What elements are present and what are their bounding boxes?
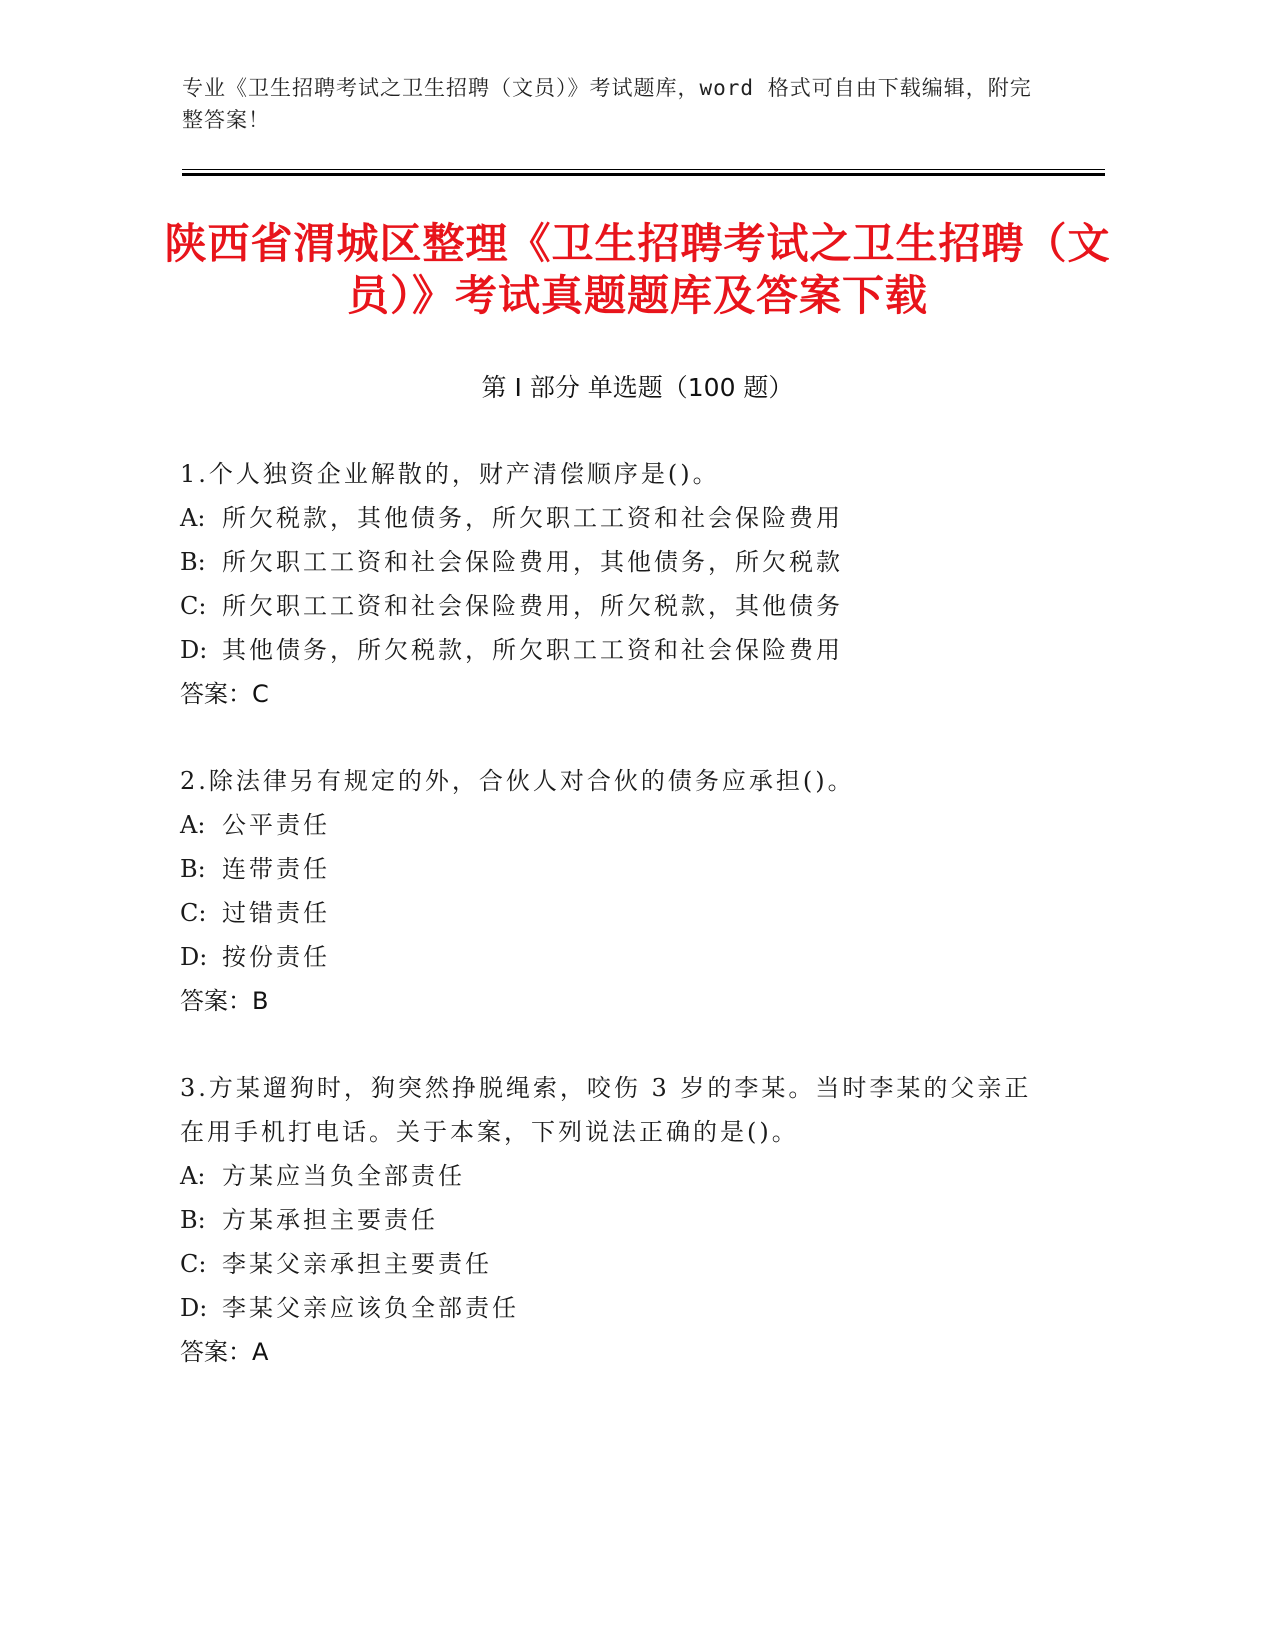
option-letter: B: (180, 1206, 206, 1234)
option-a (180, 803, 1040, 847)
option-letter: C: (180, 899, 207, 927)
option-text: 李某父亲承担主要责任 (222, 1250, 492, 1278)
option-letter: A: (180, 811, 206, 839)
option-letter: D: (180, 636, 208, 664)
question-3 (180, 1066, 1040, 1374)
option-text: 按份责任 (222, 943, 330, 971)
option-text: 公平责任 (222, 811, 330, 839)
option-text: 过错责任 (222, 899, 330, 927)
section-title: 第 I 部分 单选题（100 题） (481, 373, 794, 402)
option-d (180, 935, 1040, 979)
option-letter: C: (180, 592, 207, 620)
option-text: 其他债务，所欠税款，所欠职工工资和社会保险费用 (222, 636, 843, 664)
question-stem: 2.除法律另有规定的外，合伙人对合伙的债务应承担()。 (180, 767, 855, 795)
question-2 (180, 759, 1040, 1023)
option-b (180, 1198, 1040, 1242)
option-d (180, 628, 1040, 672)
option-c (180, 1242, 1040, 1286)
header-divider-thin (182, 169, 1105, 170)
option-d (180, 1286, 1040, 1330)
option-c (180, 584, 1040, 628)
option-letter: D: (180, 943, 208, 971)
header-note: 专业《卫生招聘考试之卫生招聘（文员）》考试题库，word 格式可自由下载编辑，附完整答案！ (182, 76, 1032, 132)
option-letter: B: (180, 548, 206, 576)
option-text: 方某应当负全部责任 (222, 1162, 465, 1190)
option-a (180, 1154, 1040, 1198)
option-c (180, 891, 1040, 935)
question-stem: 1.个人独资企业解散的，财产清偿顺序是()。 (180, 460, 720, 488)
option-letter: D: (180, 1294, 208, 1322)
option-text: 李某父亲应该负全部责任 (222, 1294, 519, 1322)
option-letter: A: (180, 1162, 206, 1190)
option-b (180, 847, 1040, 891)
question-list (180, 452, 1040, 1417)
question-1 (180, 452, 1040, 716)
option-text: 方某承担主要责任 (222, 1206, 438, 1234)
answer: 答案：B (180, 987, 269, 1015)
option-text: 连带责任 (222, 855, 330, 883)
option-letter: B: (180, 855, 206, 883)
header-divider-thick (182, 173, 1105, 176)
option-text: 所欠职工工资和社会保险费用，所欠税款，其他债务 (222, 592, 843, 620)
question-stem: 3.方某遛狗时，狗突然挣脱绳索，咬伤 3 岁的李某。当时李某的父亲正在用手机打电话。关于本案，下列说法正确的是()。 (180, 1074, 1032, 1146)
document-title: 陕西省渭城区整理《卫生招聘考试之卫生招聘（文员）》考试真题题库及答案下载 (164, 219, 1111, 320)
answer: 答案：C (180, 680, 269, 708)
option-letter: A: (180, 504, 206, 532)
option-text: 所欠税款，其他债务，所欠职工工资和社会保险费用 (222, 504, 843, 532)
answer: 答案：A (180, 1338, 269, 1366)
option-a (180, 496, 1040, 540)
option-text: 所欠职工工资和社会保险费用，其他债务，所欠税款 (222, 548, 843, 576)
option-letter: C: (180, 1250, 207, 1278)
option-b (180, 540, 1040, 584)
